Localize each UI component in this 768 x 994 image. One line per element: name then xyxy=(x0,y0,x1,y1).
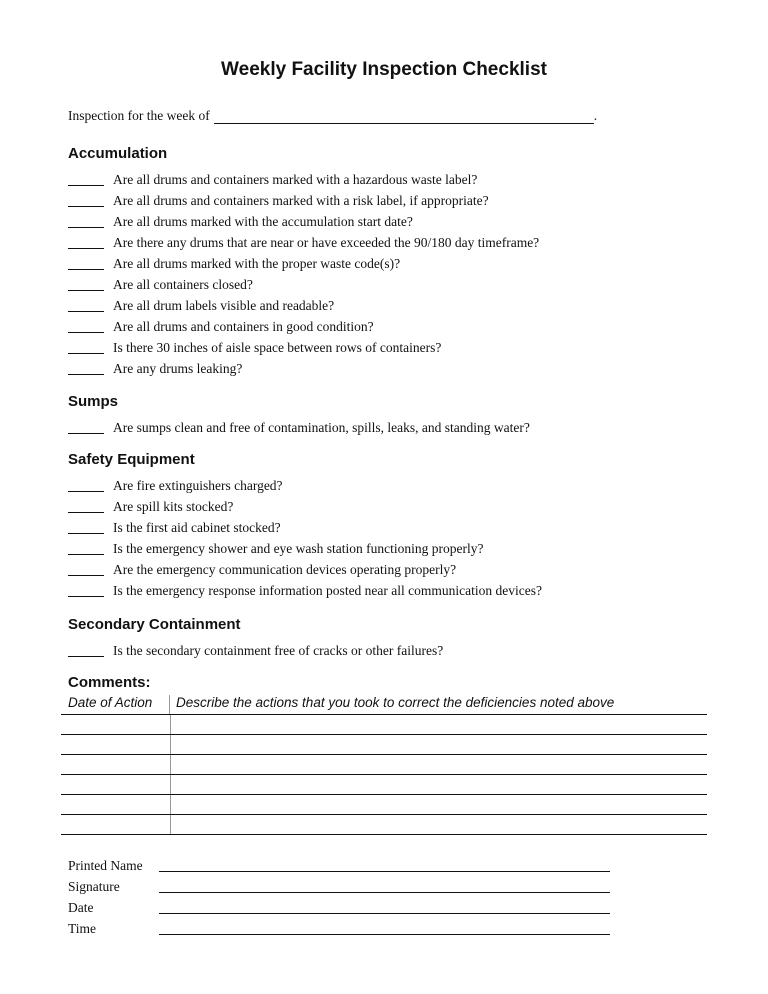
week-label: Inspection for the week of xyxy=(68,108,210,123)
item-text: Are there any drums that are near or have exceeded the 90/180 day timeframe? xyxy=(113,235,540,250)
section-accumulation xyxy=(68,145,539,377)
description-cell[interactable] xyxy=(171,735,707,754)
answer-blank[interactable] xyxy=(68,276,104,291)
date-cell[interactable] xyxy=(61,755,171,774)
week-period: . xyxy=(593,108,598,123)
item-text: Are all drum labels visible and readable? xyxy=(113,298,335,313)
week-input[interactable] xyxy=(214,107,594,124)
date-cell[interactable] xyxy=(61,815,171,834)
answer-blank[interactable] xyxy=(68,171,104,186)
printed-name-label: Printed Name xyxy=(68,858,143,873)
comments-title: Comments: xyxy=(68,674,151,691)
date-cell[interactable] xyxy=(61,795,171,814)
page-title: Weekly Facility Inspection Checklist xyxy=(221,59,547,80)
signature-label: Signature xyxy=(68,879,120,894)
item-text: Are all containers closed? xyxy=(113,277,253,292)
item-text: Is the emergency response information posted near all communication devices? xyxy=(113,583,542,598)
checklist-item xyxy=(68,230,539,251)
comments-row[interactable] xyxy=(61,775,707,795)
section-title: Secondary Containment xyxy=(68,616,241,633)
section-title: Safety Equipment xyxy=(68,451,195,468)
checklist-item xyxy=(68,515,542,536)
week-field-row xyxy=(68,107,597,124)
section-sumps xyxy=(68,393,530,436)
item-text: Are spill kits stocked? xyxy=(113,499,234,514)
checklist-item xyxy=(68,638,443,659)
description-cell[interactable] xyxy=(171,715,707,734)
section-secondary-containment xyxy=(68,616,443,659)
description-cell[interactable] xyxy=(171,775,707,794)
time-row xyxy=(68,916,610,937)
signoff-block xyxy=(68,853,610,937)
section-title: Sumps xyxy=(68,393,119,410)
description-cell[interactable] xyxy=(171,755,707,774)
printed-name-field[interactable] xyxy=(159,857,610,872)
date-label: Date xyxy=(68,900,94,915)
item-text: Is there 30 inches of aisle space between rows of containers? xyxy=(113,340,442,355)
checklist-item xyxy=(68,335,539,356)
item-text: Are the emergency communication devices operating properly? xyxy=(113,562,457,577)
answer-blank[interactable] xyxy=(68,192,104,207)
item-text: Are any drums leaking? xyxy=(113,361,243,376)
item-text: Is the emergency shower and eye wash station functioning properly? xyxy=(113,541,484,556)
checklist-item xyxy=(68,356,539,377)
answer-blank[interactable] xyxy=(68,561,104,576)
answer-blank[interactable] xyxy=(68,498,104,513)
description-header: Describe the actions that you took to correct the deficiencies noted above xyxy=(176,695,615,710)
answer-blank[interactable] xyxy=(68,642,104,657)
checklist-item xyxy=(68,578,542,599)
item-text: Are fire extinguishers charged? xyxy=(113,478,283,493)
answer-blank[interactable] xyxy=(68,477,104,492)
item-text: Are all drums and containers marked with a risk label, if appropriate? xyxy=(113,193,489,208)
date-of-action-header: Date of Action xyxy=(61,695,170,714)
section-title: Accumulation xyxy=(68,145,168,162)
comments-table-header xyxy=(61,695,707,715)
comments-row[interactable] xyxy=(61,755,707,775)
date-cell[interactable] xyxy=(61,715,171,734)
checklist-item xyxy=(68,557,542,578)
answer-blank[interactable] xyxy=(68,339,104,354)
time-label: Time xyxy=(68,921,97,936)
item-text: Are all drums marked with the proper waste code(s)? xyxy=(113,256,401,271)
answer-blank[interactable] xyxy=(68,255,104,270)
answer-blank[interactable] xyxy=(68,297,104,312)
checklist-item xyxy=(68,209,539,230)
checklist-item xyxy=(68,314,539,335)
comments-row[interactable] xyxy=(61,715,707,735)
answer-blank[interactable] xyxy=(68,360,104,375)
printed-name-row xyxy=(68,853,610,874)
item-text: Is the first aid cabinet stocked? xyxy=(113,520,281,535)
item-text: Is the secondary containment free of cracks or other failures? xyxy=(113,643,444,658)
answer-blank[interactable] xyxy=(68,582,104,597)
answer-blank[interactable] xyxy=(68,318,104,333)
checklist-item xyxy=(68,251,539,272)
description-cell[interactable] xyxy=(171,815,707,834)
section-safety-equipment xyxy=(68,451,542,599)
date-row xyxy=(68,895,610,916)
item-text: Are all drums marked with the accumulation start date? xyxy=(113,214,413,229)
item-text: Are all drums and containers in good condition? xyxy=(113,319,374,334)
date-cell[interactable] xyxy=(61,735,171,754)
date-field[interactable] xyxy=(159,899,610,914)
comments-row[interactable] xyxy=(61,795,707,815)
checklist-item xyxy=(68,167,539,188)
signature-field[interactable] xyxy=(159,878,610,893)
checklist-item xyxy=(68,536,542,557)
checklist-item xyxy=(68,415,530,436)
answer-blank[interactable] xyxy=(68,540,104,555)
date-cell[interactable] xyxy=(61,775,171,794)
time-field[interactable] xyxy=(159,920,610,935)
answer-blank[interactable] xyxy=(68,213,104,228)
item-text: Are sumps clean and free of contamination, spills, leaks, and standing water? xyxy=(113,420,530,435)
description-cell[interactable] xyxy=(171,795,707,814)
checklist-item xyxy=(68,494,542,515)
checklist-item xyxy=(68,293,539,314)
checklist-item xyxy=(68,272,539,293)
item-text: Are all drums and containers marked with a hazardous waste label? xyxy=(113,172,478,187)
signature-row xyxy=(68,874,610,895)
answer-blank[interactable] xyxy=(68,519,104,534)
answer-blank[interactable] xyxy=(68,234,104,249)
checklist-item xyxy=(68,188,539,209)
answer-blank[interactable] xyxy=(68,419,104,434)
checklist-item xyxy=(68,473,542,494)
comments-row[interactable] xyxy=(61,735,707,755)
comments-row[interactable] xyxy=(61,815,707,835)
comments-table xyxy=(61,695,707,835)
